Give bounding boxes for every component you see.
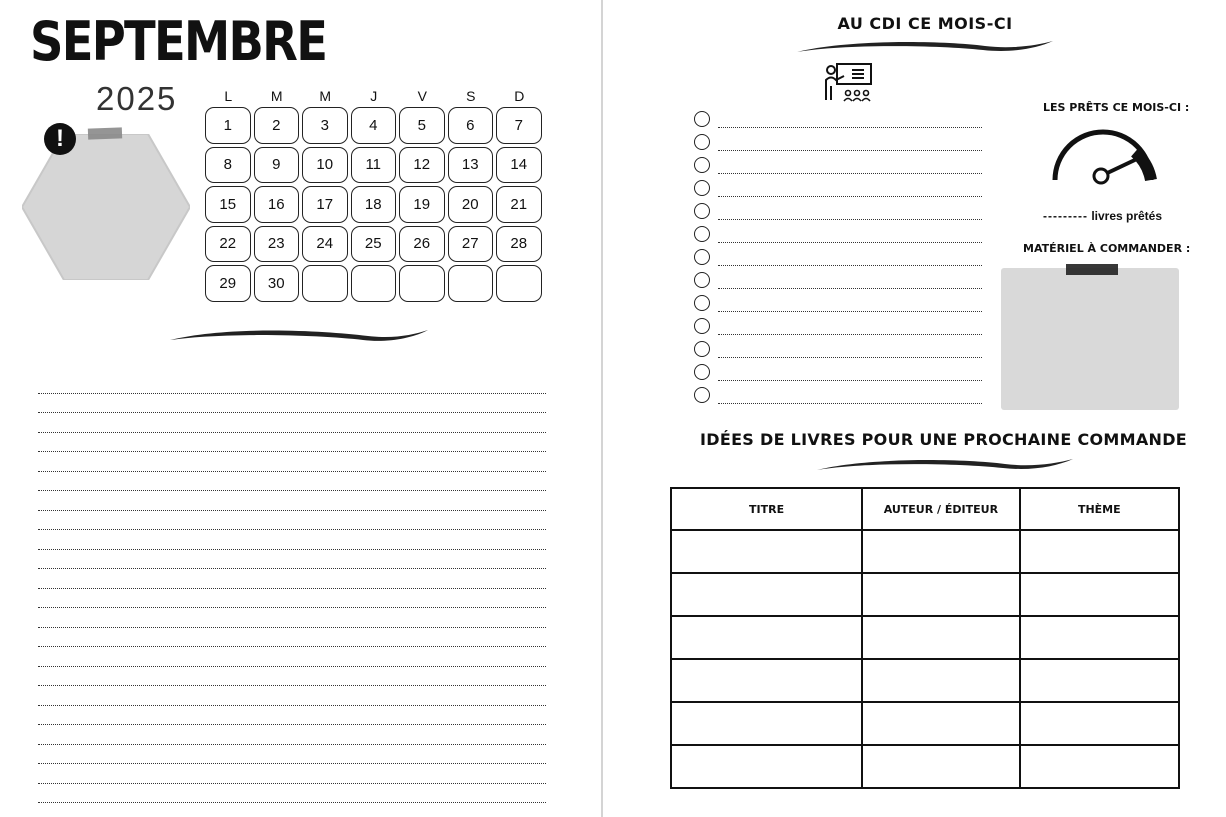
checkbox-circle[interactable] xyxy=(694,157,710,173)
books-title: IDÉES DE LIVRES POUR UNE PROCHAINE COMMANDE xyxy=(700,430,1188,449)
note-line xyxy=(38,569,546,589)
checkbox-circle[interactable] xyxy=(694,341,710,357)
checkbox-circle[interactable] xyxy=(694,364,710,380)
checklist-item xyxy=(694,248,984,271)
weekday-label: S xyxy=(466,88,476,104)
table-cell xyxy=(862,616,1019,659)
table-cell xyxy=(862,573,1019,616)
note-line xyxy=(38,764,546,784)
weekday-label: M xyxy=(319,88,332,104)
calendar-day: 1 xyxy=(205,107,251,144)
checkbox-circle[interactable] xyxy=(694,203,710,219)
loans-suffix: livres prêtés xyxy=(1091,209,1163,223)
checklist-item xyxy=(694,225,984,248)
weekday-label: L xyxy=(224,88,233,104)
checkbox-circle[interactable] xyxy=(694,180,710,196)
note-line xyxy=(38,374,546,394)
header-theme: THÈME xyxy=(1020,488,1179,530)
checklist-line xyxy=(718,403,982,404)
table-cell xyxy=(1020,702,1179,745)
calendar-day: 13 xyxy=(448,147,494,184)
checklist-line xyxy=(718,173,982,174)
note-line xyxy=(38,472,546,492)
checklist-line xyxy=(718,242,982,243)
table-row xyxy=(671,616,1179,659)
calendar-day: 4 xyxy=(351,107,397,144)
note-line xyxy=(38,725,546,745)
checkbox-circle[interactable] xyxy=(694,318,710,334)
table-cell xyxy=(1020,659,1179,702)
checklist-item xyxy=(694,363,984,386)
calendar-day xyxy=(351,265,397,302)
teacher-icon xyxy=(822,62,874,104)
note-line xyxy=(38,706,546,726)
weekday-label: M xyxy=(270,88,283,104)
calendar-day: 25 xyxy=(351,226,397,263)
table-cell xyxy=(1020,573,1179,616)
swoosh-divider-icon xyxy=(168,326,430,346)
page-divider xyxy=(601,0,603,817)
tape-strip xyxy=(1066,264,1118,275)
checklist-item xyxy=(694,386,984,409)
books-table xyxy=(670,487,1180,789)
calendar-day: 18 xyxy=(351,186,397,223)
table-cell xyxy=(671,530,862,573)
note-line xyxy=(38,647,546,667)
calendar-day: 12 xyxy=(399,147,445,184)
calendar-day: 29 xyxy=(205,265,251,302)
left-page xyxy=(0,0,601,817)
checklist xyxy=(694,110,984,409)
calendar-day: 6 xyxy=(448,107,494,144)
checklist-item xyxy=(694,110,984,133)
header-author: AUTEUR / ÉDITEUR xyxy=(862,488,1019,530)
calendar-day: 10 xyxy=(302,147,348,184)
table-row xyxy=(671,702,1179,745)
table-row xyxy=(671,745,1179,788)
note-line xyxy=(38,530,546,550)
table-cell xyxy=(862,659,1019,702)
gauge-icon xyxy=(1049,128,1157,186)
table-cell xyxy=(1020,530,1179,573)
table-cell xyxy=(862,530,1019,573)
checkbox-circle[interactable] xyxy=(694,272,710,288)
checklist-item xyxy=(694,202,984,225)
checklist-line xyxy=(718,334,982,335)
note-line xyxy=(38,745,546,765)
note-line xyxy=(38,784,546,804)
checklist-item xyxy=(694,156,984,179)
table-cell xyxy=(1020,745,1179,788)
calendar xyxy=(204,86,544,304)
weekday-label: J xyxy=(370,88,378,104)
table-row xyxy=(671,573,1179,616)
material-title: MATÉRIEL À COMMANDER : xyxy=(1023,242,1191,255)
hexagon-sticker xyxy=(22,134,190,280)
checklist-item xyxy=(694,294,984,317)
checklist-line xyxy=(718,127,982,128)
checklist-line xyxy=(718,150,982,151)
calendar-day: 3 xyxy=(302,107,348,144)
checklist-line xyxy=(718,311,982,312)
checklist-line xyxy=(718,265,982,266)
table-cell xyxy=(1020,616,1179,659)
note-line xyxy=(38,394,546,414)
table-cell xyxy=(671,659,862,702)
note-line xyxy=(38,667,546,687)
calendar-day: 28 xyxy=(496,226,542,263)
table-row xyxy=(671,530,1179,573)
calendar-day: 5 xyxy=(399,107,445,144)
calendar-day: 20 xyxy=(448,186,494,223)
checkbox-circle[interactable] xyxy=(694,295,710,311)
table-header-row xyxy=(671,488,1179,530)
calendar-day: 11 xyxy=(351,147,397,184)
calendar-day: 22 xyxy=(205,226,251,263)
note-line xyxy=(38,452,546,472)
table-cell xyxy=(671,745,862,788)
note-line xyxy=(38,550,546,570)
calendar-day: 2 xyxy=(254,107,300,144)
header-title: TITRE xyxy=(671,488,862,530)
note-line xyxy=(38,413,546,433)
checklist-line xyxy=(718,196,982,197)
table-cell xyxy=(862,745,1019,788)
swoosh-divider-icon xyxy=(795,38,1055,56)
calendar-day: 24 xyxy=(302,226,348,263)
checklist-line xyxy=(718,380,982,381)
calendar-day: 30 xyxy=(254,265,300,302)
tape-strip xyxy=(88,127,122,139)
calendar-day: 15 xyxy=(205,186,251,223)
checklist-item xyxy=(694,179,984,202)
calendar-day xyxy=(448,265,494,302)
loans-count xyxy=(1043,209,1162,223)
note-line xyxy=(38,433,546,453)
calendar-day xyxy=(302,265,348,302)
loans-blank: --------- xyxy=(1043,209,1088,223)
calendar-day xyxy=(399,265,445,302)
alert-icon: ! xyxy=(44,123,76,155)
weekday-header xyxy=(204,86,544,106)
calendar-day: 14 xyxy=(496,147,542,184)
note-line xyxy=(38,628,546,648)
calendar-day: 26 xyxy=(399,226,445,263)
checkbox-circle[interactable] xyxy=(694,226,710,242)
calendar-day xyxy=(496,265,542,302)
material-box xyxy=(1001,268,1179,410)
checkbox-circle[interactable] xyxy=(694,387,710,403)
note-line xyxy=(38,491,546,511)
table-cell xyxy=(671,702,862,745)
calendar-day: 9 xyxy=(254,147,300,184)
checklist-item xyxy=(694,340,984,363)
weekday-label: V xyxy=(417,88,427,104)
calendar-day: 19 xyxy=(399,186,445,223)
checkbox-circle[interactable] xyxy=(694,249,710,265)
table-cell xyxy=(671,573,862,616)
table-cell xyxy=(671,616,862,659)
note-line xyxy=(38,608,546,628)
calendar-day: 27 xyxy=(448,226,494,263)
calendar-day: 8 xyxy=(205,147,251,184)
note-line xyxy=(38,511,546,531)
checklist-line xyxy=(718,219,982,220)
checklist-line xyxy=(718,288,982,289)
year-label: 2025 xyxy=(96,80,178,117)
calendar-day: 23 xyxy=(254,226,300,263)
calendar-day: 17 xyxy=(302,186,348,223)
cdi-title: AU CDI CE MOIS-CI xyxy=(837,14,1013,33)
loans-title: LES PRÊTS CE MOIS-CI : xyxy=(1043,101,1190,114)
swoosh-divider-icon xyxy=(815,456,1075,474)
calendar-day: 21 xyxy=(496,186,542,223)
calendar-grid xyxy=(204,106,544,304)
table-cell xyxy=(862,702,1019,745)
table-row xyxy=(671,659,1179,702)
calendar-day: 7 xyxy=(496,107,542,144)
month-title: SEPTEMBRE xyxy=(30,10,327,73)
weekday-label: D xyxy=(514,88,525,104)
checklist-item xyxy=(694,317,984,340)
checklist-item xyxy=(694,271,984,294)
notes-lines xyxy=(38,374,546,803)
note-line xyxy=(38,686,546,706)
note-line xyxy=(38,589,546,609)
calendar-day: 16 xyxy=(254,186,300,223)
checkbox-circle[interactable] xyxy=(694,134,710,150)
checklist-item xyxy=(694,133,984,156)
checklist-line xyxy=(718,357,982,358)
checkbox-circle[interactable] xyxy=(694,111,710,127)
